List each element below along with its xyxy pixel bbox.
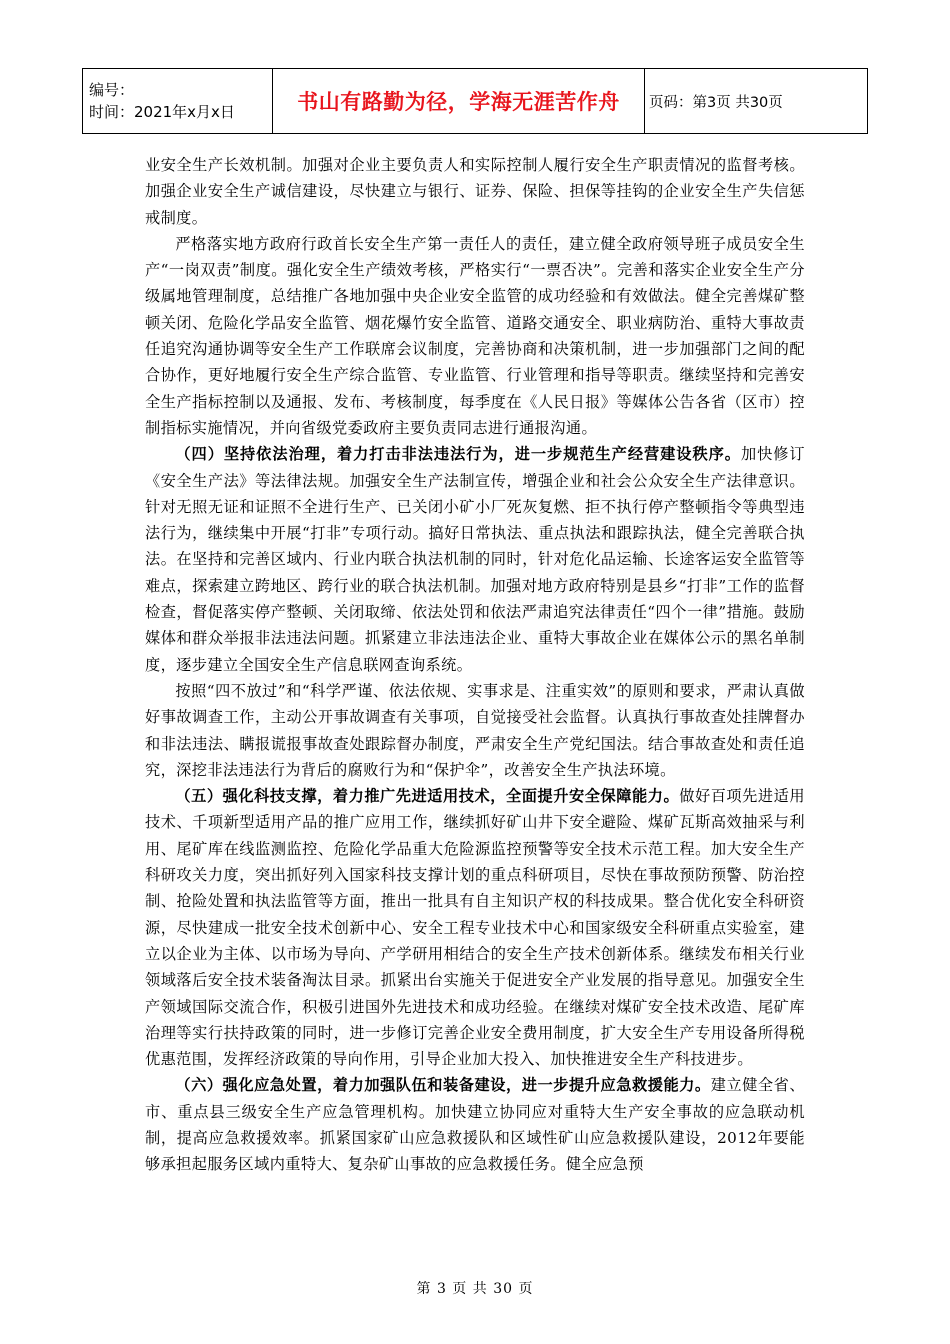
header-meta xyxy=(83,69,273,133)
paragraph-text: 建立健全省、市、重点县三级安全生产应急管理机构。加快建立协同应对重特大生产安全事故的应急联动机制，提高应急救援效率。抓紧国家矿山应急救援队和区域性矿山应急救援队建设，2012年要能够承担起服务区域内重特大、复杂矿山事故的应急救援任务。健全应急预 xyxy=(145,1076,805,1174)
paragraph-5 xyxy=(145,783,805,1072)
paragraph-1 xyxy=(145,152,805,231)
paragraph-6 xyxy=(145,1072,805,1177)
document-date: 时间：2021年x月x日 xyxy=(89,103,235,121)
section-heading-5: （五）强化科技支撑，着力推广先进适用技术，全面提升安全保障能力。 xyxy=(175,787,680,806)
paragraph-4 xyxy=(145,678,805,783)
section-heading-4: （四）坚持依法治理，着力打击非法违法行为，进一步规范生产经营建设秩序。 xyxy=(175,445,741,464)
header-motto: 书山有路勤为径，学海无涯苦作舟 xyxy=(297,90,620,114)
header-page-info: 页码：第3页 共30页 xyxy=(649,94,783,111)
document-number-label: 编号： xyxy=(89,81,135,99)
paragraph-text: 业安全生产长效机制。加强对企业主要负责人和实际控制人履行安全生产职责情况的监督考核。加强企业安全生产诚信建设，尽快建立与银行、证券、保险、担保等挂钩的企业安全生产失信惩戒制度。 xyxy=(145,156,805,227)
page-footer: 第 3 页 共 30 页 xyxy=(416,1281,534,1297)
paragraph-text: 严格落实地方政府行政首长安全生产第一责任人的责任，建立健全政府领导班子成员安全生产“一岗双责”制度。强化安全生产绩效考核，严格实行“一票否决”。完善和落实企业安全生产分级属地管理制度，总结推广各地加强中央企业安全监管的成功经验和有效做法。健全完善煤矿整顿关闭、危险化学品安全监管、烟花爆竹安全监管、道路交通安全、职业病防治、重特大事故责任追究沟通协调等安全生产工作联席会议制度，完善协商和决策机制，进一步加强部门之间的配合协作，更好地履行安全生产综合监管、专业监管、行业管理和指导等职责。继续坚持和完善安全生产指标控制以及通报、发布、考核制度，每季度在《人民日报》等媒体公告各省（区市）控制指标实施情况，并向省级党委政府主要负责同志进行通报沟通。 xyxy=(145,234,805,437)
section-heading-6: （六）强化应急处置，着力加强队伍和装备建设，进一步提升应急救援能力。 xyxy=(175,1076,711,1095)
paragraph-text: 按照“四不放过”和“科学严谨、依法依规、实事求是、注重实效”的原则和要求，严肃认真做好事故调查工作，主动公开事故调查有关事项，自觉接受社会监督。认真执行事故查处挂牌督办和非法违法、瞒报谎报事故查处跟踪督办制度，严肃安全生产党纪国法。结合事故查处和责任追究，深挖非法违法行为背后的腐败行为和“保护伞”，改善安全生产执法环境。 xyxy=(145,681,805,779)
paragraph-2 xyxy=(145,231,805,441)
header-page-cell xyxy=(645,69,867,133)
document-body xyxy=(145,152,805,1178)
paragraph-text: 做好百项先进适用技术、千项新型适用产品的推广应用工作，继续抓好矿山井下安全避险、煤矿瓦斯高效抽采与利用、尾矿库在线监测监控、危险化学品重大危险源监控预警等安全技术示范工程。加大安全生产科研攻关力度，突出抓好列入国家科技支撑计划的重点科研项目，尽快在事故预防预警、防治控制、抢险处置和执法监管等方面，推出一批具有自主知识产权的科技成果。整合优化安全科研资源，尽快建成一批安全技术创新中心、安全工程专业技术中心和国家级安全科研重点实验室，建立以企业为主体、以市场为导向、产学研用相结合的安全生产技术创新体系。继续发布相关行业领域落后安全技术装备淘汰目录。抓紧出台实施关于促进安全产业发展的指导意见。加强安全生产领域国际交流合作，积极引进国外先进技术和成功经验。在继续对煤矿安全技术改造、尾矿库治理等实行扶持政策的同时，进一步修订完善企业安全费用制度，扩大安全生产专用设备所得税优惠范围，发挥经济政策的导向作用，引导企业加大投入、加快推进安全生产科技进步。 xyxy=(145,787,805,1069)
header-motto-cell xyxy=(273,69,645,133)
page-header xyxy=(82,68,868,134)
paragraph-3 xyxy=(145,441,805,678)
paragraph-text: 加快修订《安全生产法》等法律法规。加强安全生产法制宣传，增强企业和社会公众安全生产法律意识。针对无照无证和证照不全进行生产、已关闭小矿小厂死灰复燃、拒不执行停产整顿指令等典型违法行为，继续集中开展“打非”专项行动。搞好日常执法、重点执法和跟踪执法，健全完善联合执法。在坚持和完善区域内、行业内联合执法机制的同时，针对危化品运输、长途客运安全监管等难点，探索建立跨地区、跨行业的联合执法机制。加强对地方政府特别是县乡“打非”工作的监督检查，督促落实停产整顿、关闭取缔、依法处罚和依法严肃追究法律责任“四个一律”措施。鼓励媒体和群众举报非法违法问题。抓紧建立非法违法企业、重特大事故企业在媒体公示的黑名单制度，逐步建立全国安全生产信息联网查询系统。 xyxy=(145,445,806,674)
